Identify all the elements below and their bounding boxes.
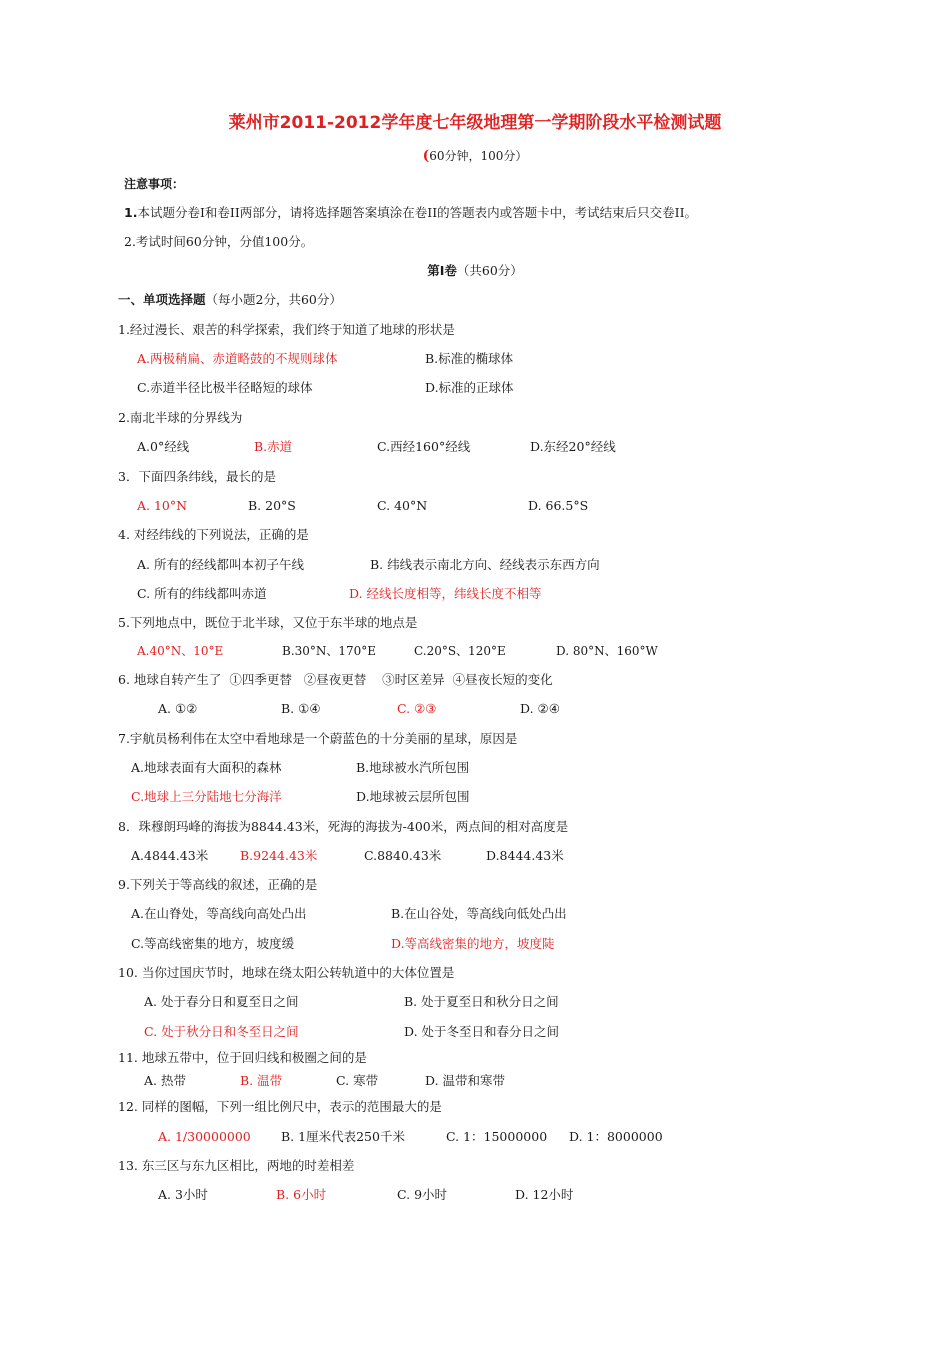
notice-item-2: 2.考试时间60分钟，分值100分。 <box>124 234 314 249</box>
option: A.在山脊处，等高线向高处凸出 <box>131 906 307 921</box>
option-answer: B.9244.43米 <box>240 848 318 863</box>
option: A. 所有的经线都叫本初子午线 <box>137 557 304 572</box>
option: C. 1：15000000 <box>446 1129 548 1144</box>
option: D.东经20°经线 <box>530 439 616 454</box>
question-stem: 9.下列关于等高线的叙述，正确的是 <box>118 877 318 892</box>
option-answer: A.40°N、10°E <box>137 644 224 658</box>
option: C. 所有的纬线都叫赤道 <box>137 586 267 601</box>
option: B. 1厘米代表250千米 <box>281 1129 405 1144</box>
option: D. 12小时 <box>515 1187 574 1202</box>
option: D. 1：8000000 <box>569 1129 663 1144</box>
option: C.20°S、120°E <box>414 644 506 658</box>
option: D. ②④ <box>520 701 560 716</box>
option: C.8840.43米 <box>364 848 442 863</box>
option: D. 温带和寒带 <box>425 1073 506 1088</box>
option: C. 9小时 <box>397 1187 448 1202</box>
option: D.标准的正球体 <box>425 380 514 395</box>
option: D.地球被云层所包围 <box>356 789 470 804</box>
question-stem: 10. 当你过国庆节时，地球在绕太阳公转轨道中的大体位置是 <box>118 965 455 980</box>
option-answer: D.等高线密集的地方，坡度陡 <box>391 936 555 951</box>
option: B. 纬线表示南北方向、经线表示东西方向 <box>370 557 600 572</box>
exam-title: 莱州市2011-2012学年度七年级地理第一学期阶段水平检测试题 <box>228 113 722 133</box>
option: A. ①② <box>158 701 198 716</box>
option-answer: B. 温带 <box>240 1073 283 1088</box>
option: C.等高线密集的地方，坡度缓 <box>131 936 295 951</box>
option-answer: C. 处于秋分日和冬至日之间 <box>144 1024 299 1039</box>
option: A.地球表面有大面积的森林 <box>131 760 282 775</box>
question-stem: 3．下面四条纬线，最长的是 <box>118 469 276 484</box>
option: A.0°经线 <box>137 439 190 454</box>
question-stem: 12. 同样的图幅，下列一组比例尺中，表示的范围最大的是 <box>118 1099 442 1114</box>
question-stem: 7.宇航员杨利伟在太空中看地球是一个蔚蓝色的十分美丽的星球，原因是 <box>118 731 518 746</box>
question-stem: 11. 地球五带中，位于回归线和极圈之间的是 <box>118 1050 367 1065</box>
question-stem: 13. 东三区与东九区相比，两地的时差相差 <box>118 1158 355 1173</box>
option-answer: A. 10°N <box>137 498 188 513</box>
question-stem: 2.南北半球的分界线为 <box>118 410 243 425</box>
option: C. 40°N <box>377 498 428 513</box>
option: A. 热带 <box>144 1073 186 1088</box>
question-stem: 8．珠穆朗玛峰的海拔为8844.43米，死海的海拔为-400米，两点间的相对高度是 <box>118 819 569 834</box>
option: A. 3小时 <box>158 1187 208 1202</box>
option: D.8444.43米 <box>486 848 564 863</box>
option-answer: A.两极稍扁、赤道略鼓的不规则球体 <box>137 351 338 366</box>
option: D. 66.5°S <box>528 498 589 513</box>
option-answer: B. 6小时 <box>276 1187 327 1202</box>
option: C.西经160°经线 <box>377 439 471 454</box>
option: B.地球被水汽所包围 <box>356 760 470 775</box>
option-answer: C.地球上三分陆地七分海洋 <box>131 789 282 804</box>
exam-duration: (60分钟，100分） <box>422 148 528 164</box>
option-answer: C. ②③ <box>397 701 437 716</box>
notice-heading: 注意事项： <box>124 177 185 191</box>
option-answer: D. 经线长度相等，纬线长度不相等 <box>349 586 542 601</box>
question-stem: 1.经过漫长、艰苦的科学探索，我们终于知道了地球的形状是 <box>118 322 455 337</box>
option: B.在山谷处，等高线向低处凸出 <box>391 906 567 921</box>
option: D. 处于冬至日和春分日之间 <box>404 1024 560 1039</box>
option: C.赤道半径比极半径略短的球体 <box>137 380 313 395</box>
question-stem: 5.下列地点中，既位于北半球，又位于东半球的地点是 <box>118 615 418 630</box>
option: A.4844.43米 <box>131 848 209 863</box>
option: B. ①④ <box>281 701 321 716</box>
option: D. 80°N、160°W <box>556 644 658 658</box>
option: B.标准的椭球体 <box>425 351 514 366</box>
option: C. 寒带 <box>336 1073 379 1088</box>
section-title: 第I卷（共60分） <box>427 263 523 278</box>
option: B.30°N、170°E <box>282 644 377 658</box>
option: A. 处于春分日和夏至日之间 <box>144 994 299 1009</box>
question-stem: 6. 地球自转产生了 ①四季更替 ②昼夜更替 ③时区差异 ④昼夜长短的变化 <box>118 672 553 687</box>
question-stem: 4. 对经纬线的下列说法，正确的是 <box>118 527 309 542</box>
option-answer: B.赤道 <box>254 439 293 454</box>
option: B. 处于夏至日和秋分日之间 <box>404 994 559 1009</box>
option-answer: A. 1/30000000 <box>158 1129 251 1144</box>
notice-item-1: 1.本试题分卷I和卷II两部分，请将选择题答案填涂在卷II的答题表内或答题卡中，考试结束后只交卷II。 <box>124 205 698 220</box>
option: B. 20°S <box>248 498 296 513</box>
part-title: 一、单项选择题（每小题2分，共60分） <box>118 292 342 307</box>
